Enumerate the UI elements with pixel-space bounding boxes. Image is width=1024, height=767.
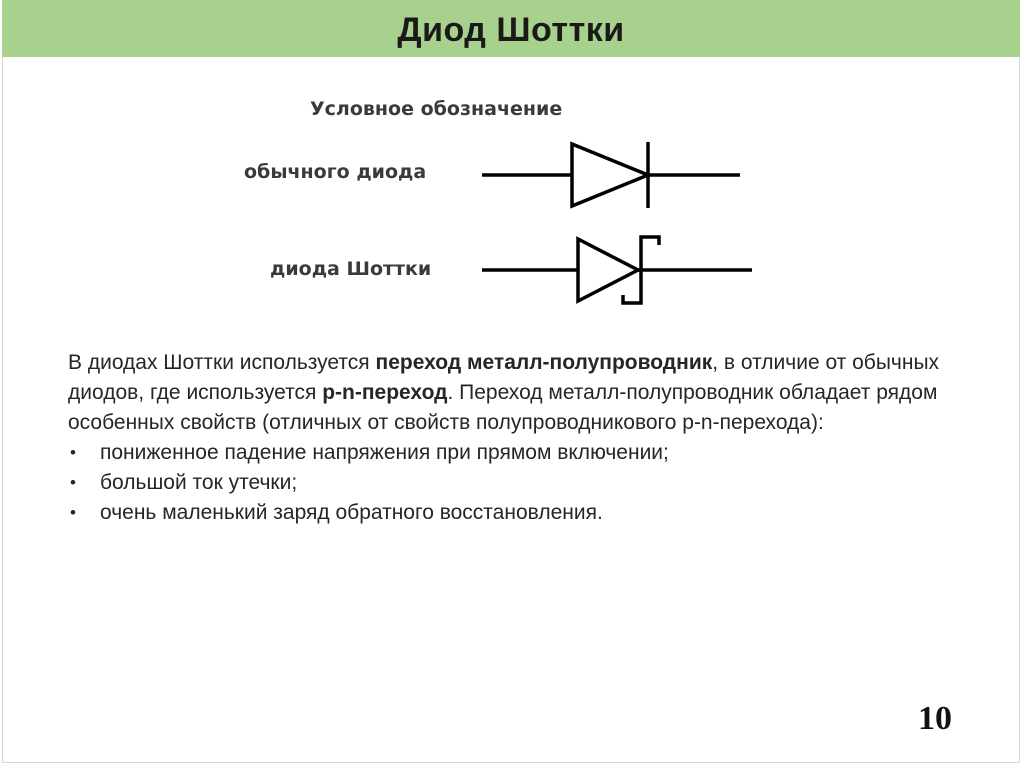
page-number: 10: [918, 700, 952, 737]
description-paragraph: [68, 348, 968, 438]
schottky-diode-label: диода Шоттки: [270, 258, 432, 280]
slide-title: Диод Шоттки: [397, 11, 625, 49]
bold-term-pn-junction: p-n-переход: [322, 381, 448, 404]
schottky-diode-symbol-icon: [480, 233, 770, 313]
list-item: [68, 438, 968, 468]
diode-symbols-figure: [230, 88, 790, 318]
list-item: [68, 498, 968, 528]
properties-list: [68, 438, 968, 528]
list-item-text: очень маленький заряд обратного восстановления.: [100, 501, 603, 524]
bullet-icon: •: [70, 473, 76, 492]
bold-term-metal-semiconductor: переход металл-полупроводник: [375, 351, 713, 374]
diode-symbol-icon: [480, 138, 750, 218]
list-item: [68, 468, 968, 498]
list-item-text: большой ток утечки;: [100, 471, 298, 494]
description-text: [68, 348, 968, 528]
list-item-text: пониженное падение напряжения при прямом включении;: [100, 441, 669, 464]
bullet-icon: •: [70, 503, 76, 522]
text-segment: . Переход металл-полупроводник обладает рядом особенных свойств (отличных от свойств полупроводникового p-n-перехода):: [68, 381, 938, 434]
text-segment: В диодах Шоттки используется: [68, 351, 376, 374]
title-bar: [2, 0, 1020, 57]
text-segment: , в отличие от обычных диодов, где используется: [68, 351, 940, 404]
regular-diode-label: обычного диода: [244, 161, 427, 183]
figure-heading: Условное обозначение: [310, 98, 563, 120]
bullet-icon: •: [70, 443, 76, 462]
